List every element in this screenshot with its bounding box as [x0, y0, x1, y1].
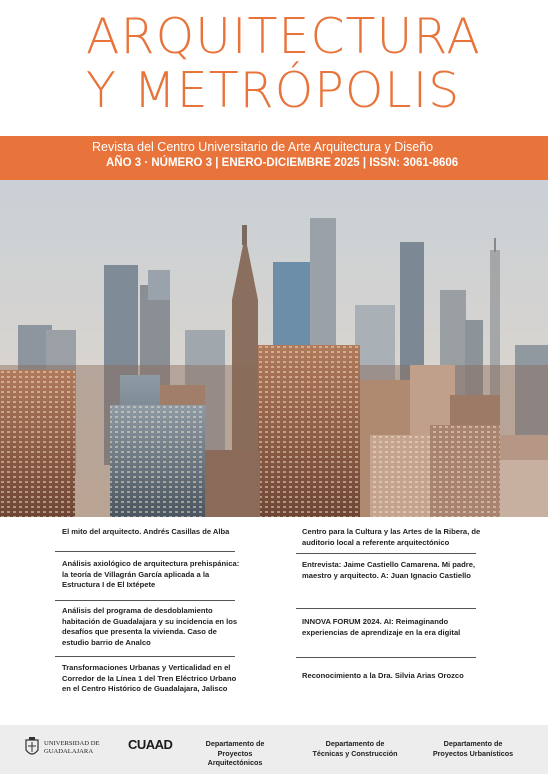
subtitle-band: [0, 136, 548, 180]
udg-logo-text: UNIVERSIDAD DE GUADALAJARA: [44, 740, 100, 755]
issue-info: AÑO 3 · NÚMERO 3 | ENERO-DICIEMBRE 2025 | ISSN: 3061-8606: [106, 157, 459, 169]
article-title: INNOVA FORUM 2024. AI: Reimaginando experiencias de aprendizaje en la era digital: [302, 617, 461, 637]
article-title: Análisis axiológico de arquitectura prehispánica: la teoría de Villagrán García aplicada a la Estructura I de El Ixtépete: [62, 559, 240, 589]
divider: [55, 656, 235, 657]
footer-logos: [0, 725, 548, 774]
article-title: Centro para la Cultura y las Artes de la Ribera, de auditorio local a referente arquitectónico: [302, 527, 481, 547]
divider: [296, 657, 476, 658]
department-label: Departamento de Técnicas y Construcción: [312, 739, 398, 758]
masthead: [0, 0, 548, 136]
article-title: Análisis del programa de desdoblamiento habitación de Guadalajara y su incidencia en los desafíos que presenta la vivienda. Caso de estudio barrio de Analco: [62, 606, 238, 647]
divider: [296, 608, 476, 609]
cover-photo-skyline: [0, 180, 548, 517]
department-label: Departamento de Proyectos Urbanísticos: [432, 739, 514, 758]
table-of-contents: [0, 517, 548, 725]
article-title: Transformaciones Urbanas y Verticalidad en el Corredor de la Línea 1 del Tren Eléctrico Urbano en el Centro Histórico de Guadalajara, Jalisco: [62, 663, 237, 693]
divider: [55, 600, 235, 601]
cuaad-logo: CUAAD: [128, 737, 173, 752]
article-title: Entrevista: Jaime Castiello Camarena. Mi padre, maestro y arquitecto. A: Juan Ignacio Castiello: [302, 560, 476, 580]
article-title: El mito del arquitecto. Andrés Casillas de Alba: [62, 527, 230, 536]
divider: [296, 553, 476, 554]
journal-subtitle: Revista del Centro Universitario de Arte Arquitectura y Diseño: [92, 140, 434, 154]
divider: [55, 551, 235, 552]
article-title: Reconocimiento a la Dra. Silvia Arias Orozco: [302, 671, 464, 680]
skyline-image: [0, 180, 548, 517]
udg-crest-icon: [24, 737, 40, 759]
department-label: Departamento de Proyectos Arquitectónicos: [205, 739, 265, 767]
journal-title-line1: ARQUITECTURA: [86, 8, 481, 65]
journal-title-line2: Y METRÓPOLIS: [86, 62, 461, 119]
